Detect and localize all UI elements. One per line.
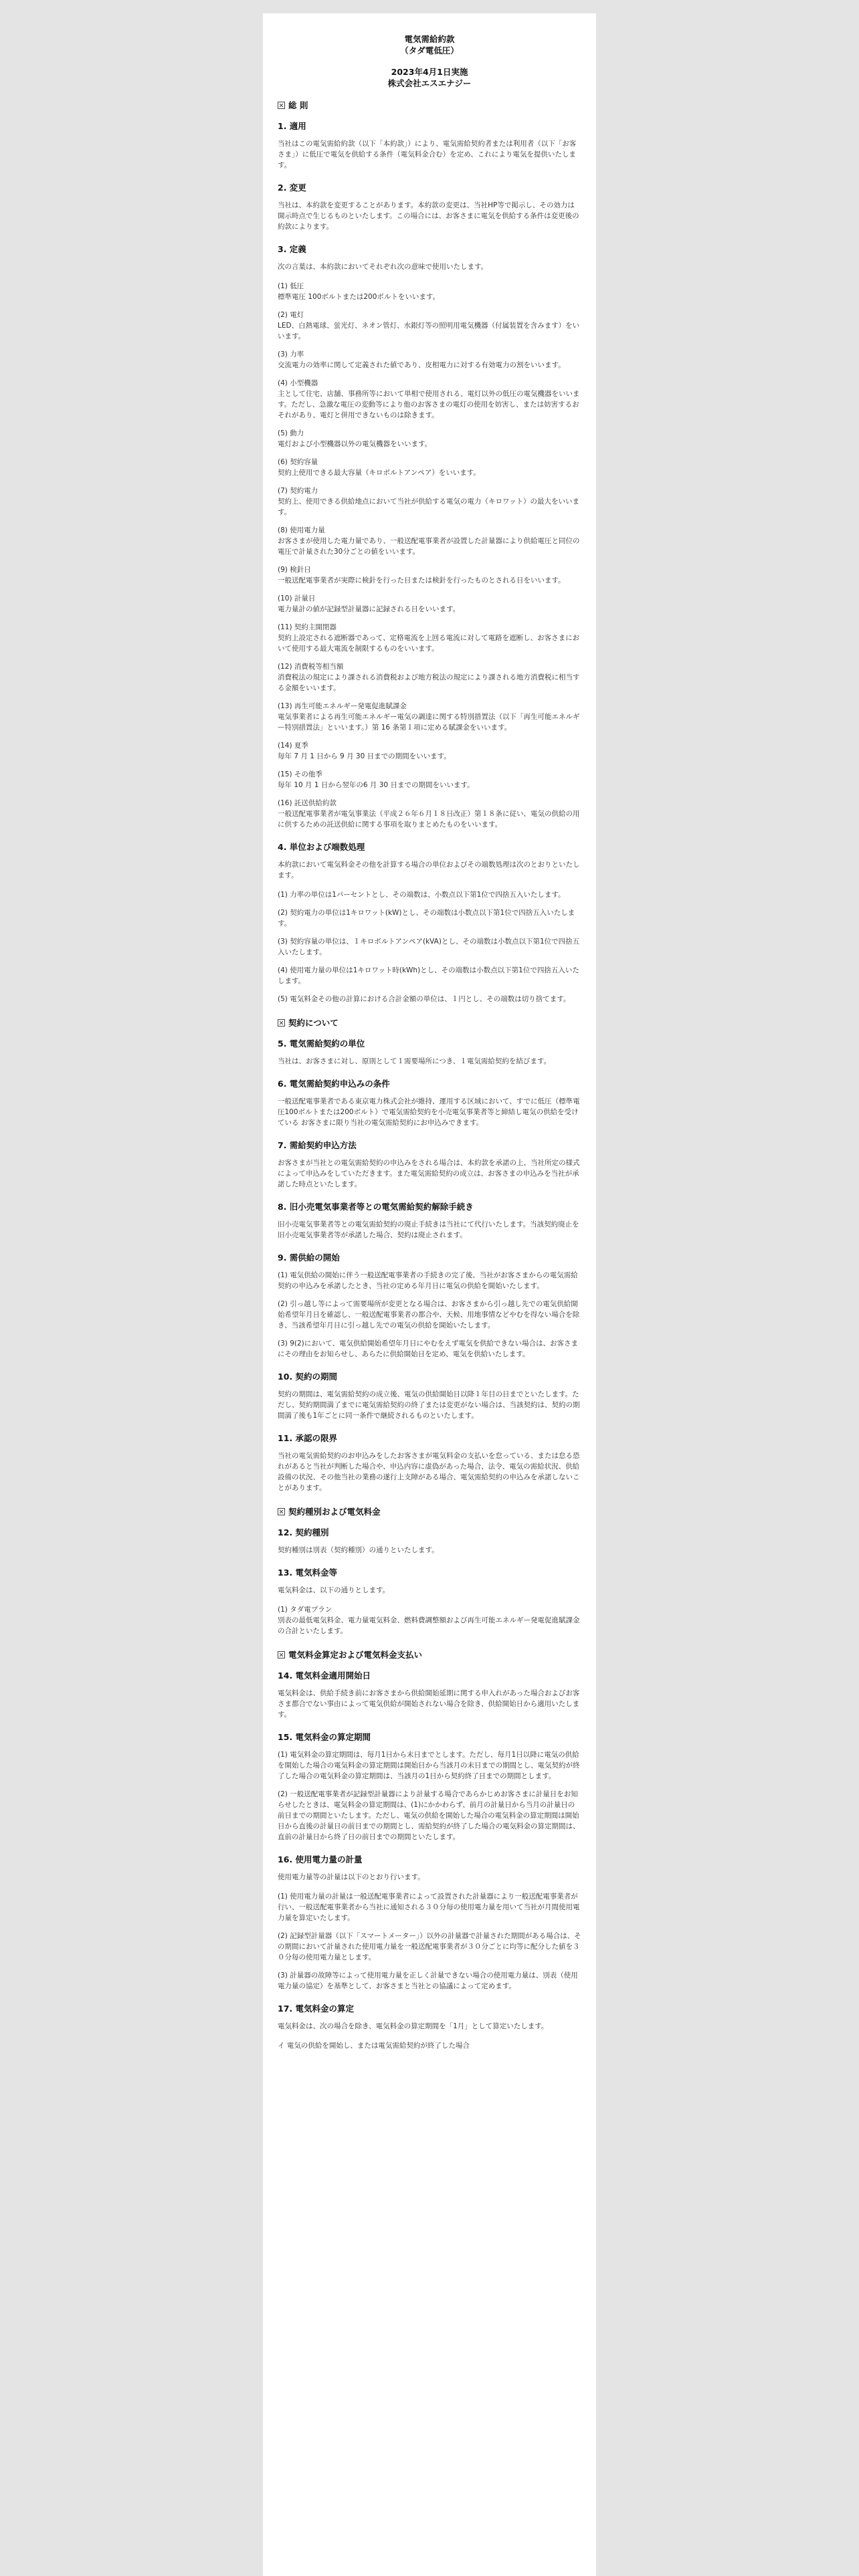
section-paragraph: 契約種別は別表（契約種別）の通りといたします。	[278, 1546, 439, 1554]
document-title: 電気需給約款	[404, 34, 455, 44]
definition-item	[278, 1299, 581, 1331]
item-body: 主として住宅、店舗、事務所等において単相で使用される、電灯以外の低圧の電気機器をいいます。ただし、急激な電圧の変動等により他のお客さまの電灯の使用を妨害し、または妨害するおそれがあり、電灯と併用できないものは除きます。	[278, 390, 580, 419]
section-heading: 15. 電気料金の算定期間	[278, 1732, 371, 1742]
item-body: 電灯および小型機器以外の電気機器をいいます。	[278, 440, 432, 448]
item-body: (2) 記録型計量器（以下「スマートメーター」）以外の計量器で計量された期間がある場合は、その期間において計量された使用電力量を一般送配電事業者が３０分ごとに均等に配分した値を３０分毎の使用電力量とします。	[278, 1932, 581, 1961]
section-heading: 14. 電気料金適用開始日	[278, 1671, 371, 1681]
section-heading: 6. 電気需給契約申込みの条件	[278, 1079, 390, 1089]
item-body: 電気事業者による再生可能エネルギー電気の調達に関する特別措置法（以下「再生可能エネルギー特別措置法」といいます。）第 16 条第１項に定める賦課金をいいます。	[278, 713, 580, 732]
section-paragraph: 電気料金は、次の場合を除き、電気料金の算定期間を「1月」として算定いたします。	[278, 2022, 549, 2030]
item-title: (1) 低圧	[278, 282, 304, 290]
item-body: 契約上使用できる最大容量（キロボルトアンペア）をいいます。	[278, 469, 480, 477]
item-body: 標準電圧 100ボルトまたは200ボルトをいいます。	[278, 293, 440, 301]
definition-item	[278, 1891, 581, 1923]
definition-item	[278, 378, 581, 421]
item-title: (9) 検針日	[278, 566, 311, 574]
definition-item	[278, 457, 581, 478]
section-paragraph: 一般送配電事業者である東京電力株式会社が維持、運用する区域において、すでに低圧（標準電圧100ボルトまたは200ボルト）で電気需給契約を小売電気事業者等と締結し電気の供給を受けている お客さまに限り当社の電気需給契約にお申込みできます。	[278, 1097, 580, 1127]
chapter-marker-icon	[278, 1508, 285, 1515]
item-title: (1) タダ電プラン	[278, 1606, 332, 1614]
section-heading: 1. 適用	[278, 121, 306, 131]
definition-item	[278, 701, 581, 733]
chapter-heading	[278, 100, 581, 111]
item-title: (11) 契約主開閉器	[278, 623, 337, 631]
definition-item	[278, 907, 581, 929]
item-body: (3) 契約容量の単位は、１キロボルトアンペア(kVA)とし、その端数は小数点以下第1位で四捨五入いたします。	[278, 938, 580, 956]
section-heading: 17. 電気料金の算定	[278, 2004, 354, 2014]
section-paragraph: 当社は、お客さまに対し、原則として１需要場所につき、１電気需給契約を結びます。	[278, 1057, 551, 1065]
section-paragraph: 電気料金は、供給手続き前にお客さまから供給開始延期に関する申入れがあった場合およびお客さま都合でない事由によって電気供給が開始されない場合を除き、供給開始日から適用いたします。	[278, 1689, 580, 1719]
item-body: 電力量計の値が記録型計量器に記録される日をいいます。	[278, 605, 460, 613]
definition-item	[278, 349, 581, 370]
chapter-title: 契約について	[288, 1018, 339, 1028]
item-body: (2) 契約電力の単位は1キロワット(kW)とし、その端数は小数点以下第1位で四捨五入いたします。	[278, 909, 575, 928]
item-title: (14) 夏季	[278, 742, 308, 750]
chapter-marker-icon	[278, 1651, 285, 1658]
section-heading: 8. 旧小売電気事業者等との電気需給契約解除手続き	[278, 1202, 474, 1212]
effective-date: 2023年4月1日実施	[391, 67, 468, 77]
item-body: お客さまが使用した電力量であり、一般送配電事業者が設置した計量器により供給電圧と同位の電圧で計量された30分ごとの値をいいます。	[278, 537, 580, 556]
section-paragraph: 次の言葉は、本約款においてそれぞれ次の意味で使用いたします。	[278, 263, 488, 271]
definition-item	[278, 1270, 581, 1291]
document-subtitle: （タダ電低圧）	[400, 45, 459, 56]
item-body: 消費税法の規定により課される消費税および地方税法の規定により課される地方消費税に相当する金額をいいます。	[278, 673, 580, 692]
definition-item	[278, 740, 581, 762]
document-body	[278, 100, 581, 2051]
definition-item	[278, 936, 581, 958]
item-body: 一般送配電事業者が実際に検針を行った日または検針を行ったものとされる日をいいます。	[278, 576, 565, 584]
definition-item	[278, 486, 581, 518]
definition-item	[278, 769, 581, 790]
item-body: (4) 使用電力量の単位は1キロワット時(kWh)とし、その端数は小数点以下第1位で四捨五入いたします。	[278, 966, 579, 985]
company-name: 株式会社エスエナジー	[387, 78, 472, 88]
chapter-marker-icon	[278, 102, 285, 109]
item-body: (1) 電気料金の算定期間は、毎月1日から末日までとします。ただし、毎月1日以降に電気の供給を開始した場合の電気料金の算定期間は開始日から当該月の末日までの期間とし、電気契約が終了した場合の電気料金の算定期間は、当該月の1日から契約終了日までの期間とします。	[278, 1751, 580, 1780]
item-title: (3) 力率	[278, 350, 304, 358]
section-heading: 16. 使用電力量の計量	[278, 1854, 363, 1864]
section-paragraph: 使用電力量等の計量は以下のとおり行います。	[278, 1873, 425, 1881]
document-header	[278, 33, 581, 89]
chapter-heading	[278, 1017, 581, 1029]
definition-item	[278, 310, 581, 342]
chapter-marker-icon	[278, 1019, 285, 1027]
item-title: (15) その他季	[278, 770, 322, 778]
section-heading: 9. 需供給の開始	[278, 1253, 340, 1263]
definition-item	[278, 281, 581, 302]
item-title: (4) 小型機器	[278, 379, 318, 387]
section-paragraph: 当社の電気需給契約のお申込みをしたお客さまが電気料金の支払いを怠っている、または怠る恐れがあると当社が判断した場合や、申込内容に虚偽があった場合、法令、電気の需給状況、供給設備の状況、その他当社の業務の遂行上支障がある場合、電気需給契約の申込みを承諾しないことがあります。	[278, 1452, 580, 1492]
chapter-title: 電気料金算定および電気料金支払い	[288, 1650, 423, 1660]
item-title: (12) 消費税等相当額	[278, 663, 344, 671]
definition-item	[278, 1604, 581, 1636]
definition-item	[278, 593, 581, 615]
item-body: (2) 引っ越し等によって需要場所が変更となる場合は、お客さまから引っ越し先での電気供給開始希望年月日を確認し、一般送配電事業者の都合や、天候、用地事情などやむを得ない場合を除き、当該希望年月日に引っ越し先での電気の供給を開始いたします。	[278, 1300, 580, 1329]
definition-item	[278, 525, 581, 557]
section-paragraph: イ 電気の供給を開始し、または電気需給契約が終了した場合	[278, 2042, 470, 2050]
section-paragraph: 契約の期間は、電気需給契約の成立後、電気の供給開始日以降１年目の日までといたします。ただし、契約期間満了までに電気需給契約の終了または変更がない場合は、当該契約は、契約の期間満了後も1年ごとに同一条件で継続されるものといたします。	[278, 1390, 580, 1420]
definition-item	[278, 994, 581, 1004]
definition-item	[278, 798, 581, 830]
item-body: (3) 計量器の故障等によって使用電力量を正しく計量できない場合の使用電力量は、別表（使用電力量の協定）を基準として、お客さまと当社との協議によって定めます。	[278, 1971, 578, 1990]
item-title: (16) 託送供給約款	[278, 799, 337, 807]
item-body: 毎年 10 月 1 日から翌年の6 月 30 日までの期間をいいます。	[278, 781, 474, 789]
definition-item	[278, 428, 581, 449]
section-heading: 3. 定義	[278, 244, 306, 254]
definition-item	[278, 622, 581, 654]
item-title: (10) 計量日	[278, 595, 316, 603]
item-body: LED、白熱電球、蛍光灯、ネオン管灯、水銀灯等の照明用電気機器（付属装置を含みます）をいいます。	[278, 322, 580, 340]
item-body: (1) 力率の単位は1パーセントとし、その端数は、小数点以下第1位で四捨五入いたします。	[278, 891, 565, 899]
section-paragraph: 旧小売電気事業者等との電気需給契約の廃止手続きは当社にて代行いたします。当該契約廃止を旧小売電気事業者等が承諾した場合、契約は廃止されます。	[278, 1220, 579, 1239]
definition-item	[278, 1789, 581, 1842]
definition-item	[278, 661, 581, 693]
definition-item	[278, 1338, 581, 1360]
section-heading: 2. 変更	[278, 183, 306, 193]
section-paragraph: 電気料金は、以下の通りとします。	[278, 1586, 390, 1594]
definition-item	[278, 1931, 581, 1963]
section-heading: 13. 電気料金等	[278, 1568, 337, 1578]
item-body: 契約上設定される遮断器であって、定格電流を上回る電流に対して電路を遮断し、お客さまにおいて使用する最大電流を制限するものをいいます。	[278, 634, 580, 653]
chapter-heading	[278, 1649, 581, 1660]
document-meta	[278, 66, 581, 89]
section-heading: 11. 承認の限界	[278, 1433, 337, 1443]
item-body: (1) 使用電力量の計量は一般送配電事業者によって設置された計量器により一般送配電事業者が行い、一般送配電事業者から当社に通知される３０分毎の使用電力量を用いて当社が月間使用電力量を算定いたします。	[278, 1893, 580, 1922]
section-paragraph: 当社は、本約款を変更することがあります。本約款の変更は、当社HP等で掲示し、その効力は開示時点で生じるものといたします。この場合には、お客さまに電気を供給する条件は変更後の約款によります。	[278, 201, 579, 231]
chapter-title: 契約種別および電気料金	[288, 1507, 381, 1517]
section-paragraph: お客さまが当社との電気需給契約の申込みをされる場合は、本約款を承諾の上、当社所定の様式によって申込みをしていただきます。また電気需給契約の成立は、お客さまの申込みを当社が承諾した時点といたします。	[278, 1159, 580, 1188]
item-title: (13) 再生可能エネルギー発電促進賦課金	[278, 702, 407, 710]
section-heading: 4. 単位および端数処理	[278, 842, 365, 852]
item-body: (2) 一般送配電事業者が記録型計量器により計量する場合であらかじめお客さまに計量日をお知らせしたときは、電気料金の算定期間は、(1)にかかわらず、前月の計量日から当月の計量日の前日までの期間といたします。ただし、電気の供給を開始した場合の電気料金の算定期間は開始日から直後の計量日の前日までの期間とし、需給契約が終了した場合の電気料金の算定期間は、直前の計量日から終了日の前日までの期間といたします。	[278, 1790, 580, 1841]
item-body: (5) 電気料金その他の計算における合計金額の単位は、１円とし、その端数は切り捨てます。	[278, 995, 571, 1003]
definition-item	[278, 1749, 581, 1782]
item-body: 毎年 7 月 1 日から 9 月 30 日までの期間をいいます。	[278, 752, 451, 760]
item-title: (8) 使用電力量	[278, 526, 325, 534]
item-body: 交流電力の効率に関して定義された値であり、皮相電力に対する有効電力の割をいいます。	[278, 361, 565, 369]
document-page	[263, 13, 596, 2576]
chapter-title: 総 則	[288, 100, 308, 110]
item-title: (5) 動力	[278, 429, 304, 437]
item-title: (2) 電灯	[278, 311, 304, 319]
definition-item	[278, 1970, 581, 1992]
definition-item	[278, 889, 581, 900]
chapter-heading	[278, 1506, 581, 1517]
definition-item	[278, 965, 581, 986]
section-heading: 10. 契約の期間	[278, 1372, 337, 1382]
item-body: 一般送配電事業者が電気事業法（平成２６年６月１８日改正）第１８条に従い、電気の供給の用に供するための託送供給に関する事項を取りまとめたものをいいます。	[278, 810, 580, 829]
item-body: 別表の最低電気料金、電力量電気料金、燃料費調整額および再生可能エネルギー発電促進賦課金の合計といたします。	[278, 1616, 580, 1635]
item-title: (7) 契約電力	[278, 487, 318, 495]
section-paragraph: 本約款において電気料金その他を計算する場合の単位およびその端数処理は次のとおりといたします。	[278, 861, 580, 879]
item-title: (6) 契約容量	[278, 458, 318, 466]
definition-item	[278, 564, 581, 586]
section-paragraph: 当社はこの電気需給約款（以下「本約款」）により、電気需給契約者または利用者（以下「お客さま」）に低圧で電気を供給する条件（電気料金合む）を定め、これにより電気を提供いたします。	[278, 140, 577, 169]
item-body: (1) 電気供給の開始に伴う一般送配電事業者の手続きの完了後、当社がお客さまからの電気需給契約の申込みを承諾したとき、当社の定める年月日に電気の供給を開始いたします。	[278, 1271, 578, 1290]
section-heading: 12. 契約種別	[278, 1527, 329, 1537]
item-body: (3) 9(2)において、電気供給開始希望年月日にやむをえず電気を供給できない場合は、お客さまにその理由をお知らせし、あらたに供給開始日を定め、電気を供給いたします。	[278, 1339, 579, 1358]
section-heading: 7. 需給契約申込方法	[278, 1140, 357, 1150]
item-body: 契約上、使用できる供給地点において当社が供給する電気の電力（キロワット）の最大をいいます。	[278, 498, 579, 516]
section-heading: 5. 電気需給契約の単位	[278, 1039, 365, 1049]
